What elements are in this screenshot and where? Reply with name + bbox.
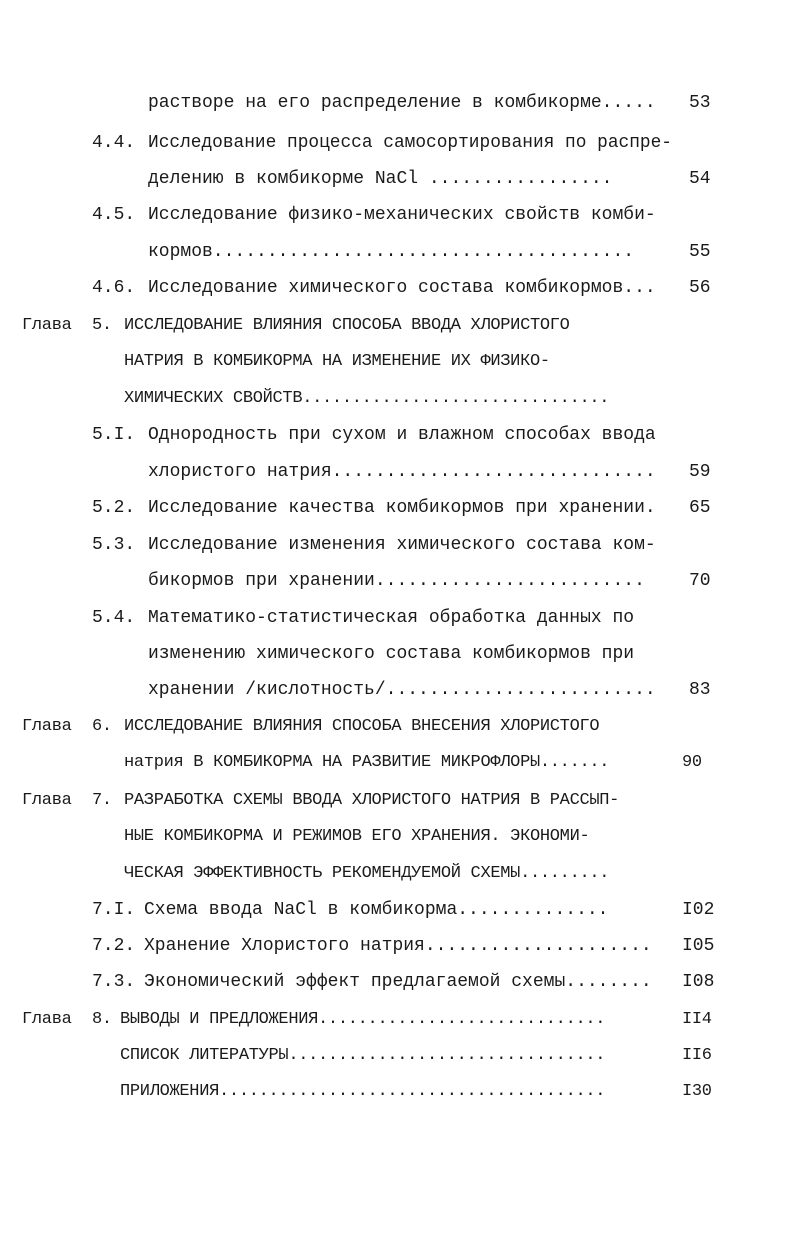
toc-text: Исследование химического состава комбикормов... [148, 278, 656, 298]
toc-number: 5.I. [92, 425, 136, 445]
toc-text: ИССЛЕДОВАНИЕ ВЛИЯНИЯ СПОСОБА ВНЕСЕНИЯ ХЛОРИСТОГО [124, 717, 600, 736]
toc-text: ИССЛЕДОВАНИЕ ВЛИЯНИЯ СПОСОБА ВВОДА ХЛОРИСТОГО [124, 316, 570, 335]
toc-number: 4.5. [92, 205, 136, 225]
toc-page-number: I02 [682, 900, 715, 920]
toc-page-number: II4 [682, 1010, 712, 1029]
toc-number: 7.3. [92, 972, 136, 992]
toc-number: 7.I. [92, 900, 136, 920]
toc-page-number: 55 [689, 242, 711, 262]
toc-page-number: 83 [689, 680, 711, 700]
toc-text: Экономический эффект предлагаемой схемы........ [144, 972, 652, 992]
toc-text: ЧЕСКАЯ ЭФФЕКТИВНОСТЬ РЕКОМЕНДУЕМОЙ СХЕМЫ......... [124, 864, 610, 883]
toc-text: хранении /кислотность/......................... [148, 680, 656, 700]
chapter-label: Глава [22, 717, 72, 736]
chapter-label: Глава [22, 316, 72, 335]
toc-text: Однородность при сухом и влажном способах ввода [148, 425, 656, 445]
toc-text: бикормов при хранении......................... [148, 571, 645, 591]
toc-number: 4.4. [92, 133, 136, 153]
toc-text: Хранение Хлористого натрия..................... [144, 936, 652, 956]
toc-number: 4.6. [92, 278, 136, 298]
toc-text: растворе на его распределение в комбикорме..... [148, 93, 656, 113]
toc-page-number: 70 [689, 571, 711, 591]
toc-number: 7. [92, 791, 112, 810]
toc-page-number: 59 [689, 462, 711, 482]
toc-text: НАТРИЯ В КОМБИКОРМА НА ИЗМЕНЕНИЕ ИХ ФИЗИКО- [124, 352, 550, 371]
toc-text: кормов....................................... [148, 242, 635, 262]
toc-number: 5. [92, 316, 112, 335]
toc-text: Исследование изменения химического состава ком- [148, 535, 656, 555]
toc-text: ВЫВОДЫ И ПРЕДЛОЖЕНИЯ............................. [120, 1010, 606, 1029]
toc-text: ПРИЛОЖЕНИЯ....................................... [120, 1082, 606, 1101]
toc-number: 6. [92, 717, 112, 736]
toc-text: Исследование процесса самосортирования по распре- [148, 133, 673, 153]
toc-text: хлористого натрия.............................. [148, 462, 656, 482]
toc-page-number: I05 [682, 936, 715, 956]
toc-text: изменению химического состава комбикормов при [148, 644, 635, 664]
toc-text: СПИСОК ЛИТЕРАТУРЫ................................ [120, 1046, 606, 1065]
toc-text: Математико-статистическая обработка данных по [148, 608, 635, 628]
toc-text: РАЗРАБОТКА СХЕМЫ ВВОДА ХЛОРИСТОГО НАТРИЯ В РАССЫП- [124, 791, 620, 810]
toc-number: 5.2. [92, 498, 136, 518]
toc-page-number: 90 [682, 753, 702, 772]
toc-page-number: 65 [689, 498, 711, 518]
chapter-label: Глава [22, 1010, 72, 1029]
toc-page-number: II6 [682, 1046, 712, 1065]
toc-page-number: 54 [689, 169, 711, 189]
toc-number: 5.4. [92, 608, 136, 628]
toc-page-number: I30 [682, 1082, 712, 1101]
toc-page-number: 53 [689, 93, 711, 113]
toc-number: 5.3. [92, 535, 136, 555]
chapter-label: Глава [22, 791, 72, 810]
toc-text: Исследование физико-механических свойств комби- [148, 205, 656, 225]
toc-text: Исследование качества комбикормов при хранении. [148, 498, 656, 518]
toc-page-number: 56 [689, 278, 711, 298]
toc-text: Схема ввода NaCl в комбикорма.............. [144, 900, 609, 920]
toc-number: 8. [92, 1010, 112, 1029]
toc-text: ХИМИЧЕСКИХ СВОЙСТВ............................... [124, 389, 610, 408]
toc-text: натрия В КОМБИКОРМА НА РАЗВИТИЕ МИКРОФЛОРЫ....... [124, 753, 610, 772]
toc-number: 7.2. [92, 936, 136, 956]
toc-text: НЫЕ КОМБИКОРМА И РЕЖИМОВ ЕГО ХРАНЕНИЯ. ЭКОНОМИ- [124, 827, 590, 846]
toc-page-number: I08 [682, 972, 715, 992]
toc-text: делению в комбикорме NaCl ................. [148, 169, 613, 189]
